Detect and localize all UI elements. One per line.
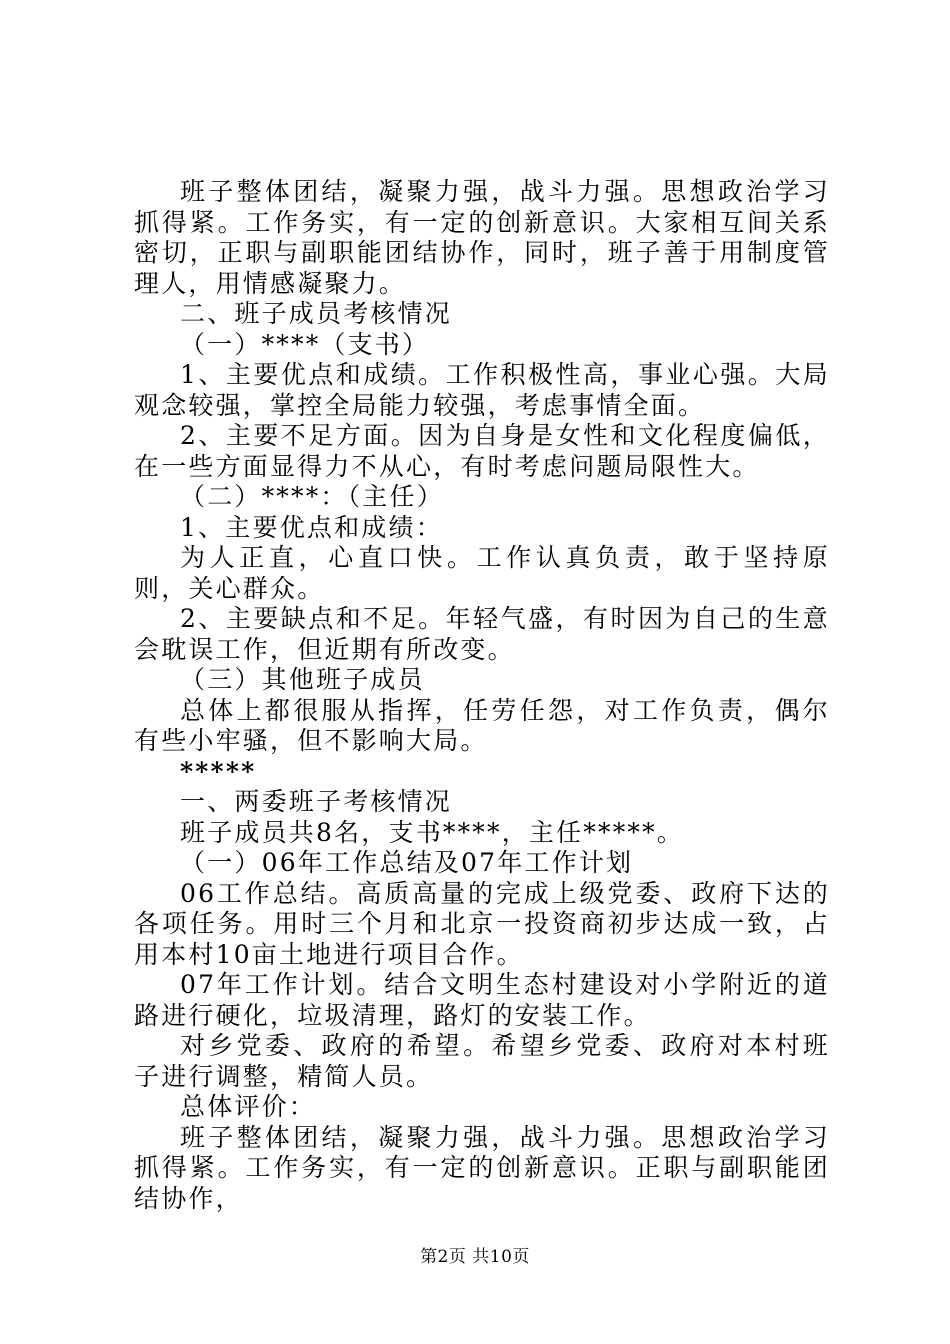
paragraph-hopes: 对乡党委、政府的希望。希望乡党委、政府对本村班子进行调整，精简人员。 bbox=[134, 1031, 830, 1091]
paragraph-secretary-weaknesses: 2、主要不足方面。因为自身是女性和文化程度偏低，在一些方面显得力不从心，有时考虑问题局限性大。 bbox=[134, 421, 830, 481]
paragraph-director-weaknesses: 2、主要缺点和不足。年轻气盛，有时因为自己的生意会耽误工作，但近期有所改变。 bbox=[134, 604, 830, 664]
paragraph-work-plan: 07年工作计划。结合文明生态村建设对小学附近的道路进行硬化，垃圾清理，路灯的安装工作。 bbox=[134, 970, 830, 1030]
subheading-secretary: （一）****（支书） bbox=[180, 329, 430, 359]
paragraph-member-count: 班子成员共8名，支书****，主任*****。 bbox=[180, 817, 685, 847]
paragraph-work-summary: 06工作总结。高质高量的完成上级党委、政府下达的各项任务。用时三个月和北京一投资商初步达成一致，占用本村10亩土地进行项目合作。 bbox=[134, 878, 830, 969]
page-number-footer: 第2页 共10页 bbox=[420, 1247, 530, 1267]
paragraph-other-members: 总体上都很服从指挥，任劳任怨，对工作负责，偶尔有些小牢骚，但不影响大局。 bbox=[134, 695, 830, 755]
subheading-director: （二）****：（主任） bbox=[180, 482, 444, 511]
subheading-other-members: （三）其他班子成员 bbox=[180, 665, 425, 694]
subheading-work-summary-plan: （一）06年工作总结及07年工作计划 bbox=[180, 848, 634, 877]
village-name-placeholder: ***** bbox=[180, 756, 257, 786]
document-body bbox=[134, 177, 830, 1214]
paragraph-director-strengths: 为人正直，心直口快。工作认真负责，敢于坚持原则，关心群众。 bbox=[134, 543, 830, 603]
subheading-overall-evaluation: 总体评价： bbox=[180, 1092, 317, 1121]
subheading-director-strengths: 1、主要优点和成绩： bbox=[180, 512, 443, 542]
paragraph-overall-evaluation: 班子整体团结，凝聚力强，战斗力强。思想政治学习抓得紧。工作务实，有一定的创新意识。正职与副职能团结协作， bbox=[134, 1122, 830, 1213]
paragraph-secretary-strengths: 1、主要优点和成绩。工作积极性高，事业心强。大局观念较强，掌控全局能力较强，考虑事情全面。 bbox=[134, 360, 830, 420]
heading-member-assessment: 二、班子成员考核情况 bbox=[180, 299, 453, 328]
heading-committee-assessment: 一、两委班子考核情况 bbox=[180, 787, 453, 816]
paragraph-overall-assessment: 班子整体团结，凝聚力强，战斗力强。思想政治学习抓得紧。工作务实，有一定的创新意识。大家相互间关系密切，正职与副职能团结协作，同时，班子善于用制度管理人，用情感凝聚力。 bbox=[134, 177, 830, 298]
